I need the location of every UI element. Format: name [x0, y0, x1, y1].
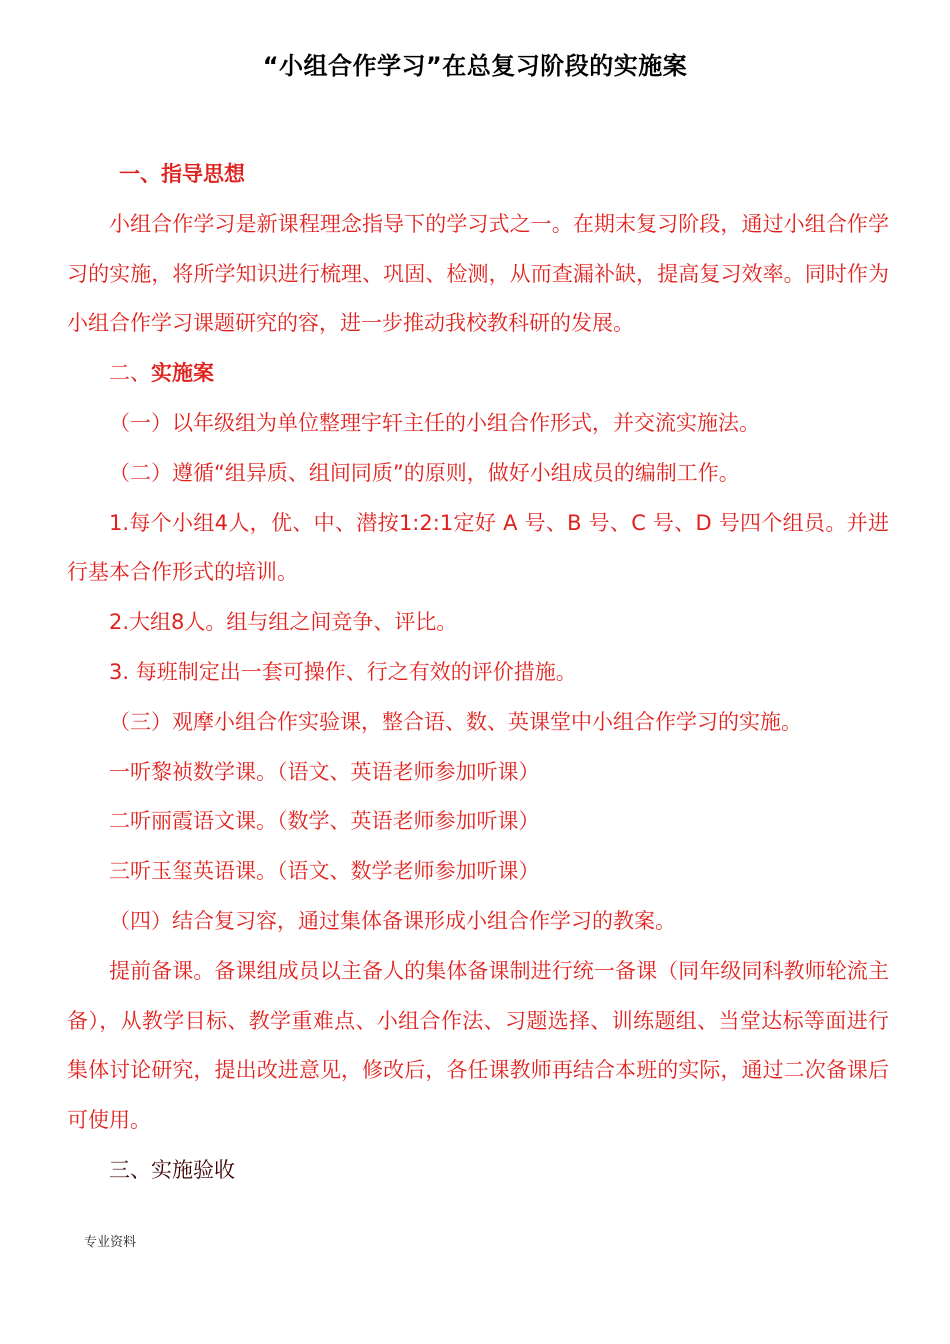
paragraph-item-4-body: 提前备课。备课组成员以主备人的集体备课制进行统一备课（同年级同科教师轮流主备），从教学目标、教学重难点、小组合作法、习题选择、训练题组、当堂达标等面进行集体讨论研究，提出改进意见，修改后，各任课教师再结合本班的实际，通过二次备课后可使用。	[67, 958, 889, 1133]
paragraph-item-2-3: 3. 每班制定出一套可操作、行之有效的评价措施。	[109, 659, 577, 684]
paragraph-item-3-2: 二听丽霞语文课。（数学、英语老师参加听课）	[109, 809, 540, 834]
paragraph-item-4: （四）结合复习容，通过集体备课形成小组合作学习的教案。	[109, 908, 676, 933]
section-heading-acceptance: 三、实施验收	[109, 1157, 235, 1182]
paragraph-item-2: （二）遵循“组异质、组间同质”的原则，做好小组成员的编制工作。	[109, 460, 740, 485]
page-title: “小组合作学习”在总复习阶段的实施案	[262, 52, 688, 80]
paragraph-item-3: （三）观摩小组合作实验课，整合语、数、英课堂中小组合作学习的实施。	[109, 709, 802, 734]
section-heading-prefix: 二、	[109, 361, 151, 386]
page-footer: 专业资料	[84, 1235, 137, 1250]
paragraph-item-1: （一）以年级组为单位整理宇轩主任的小组合作形式，并交流实施法。	[109, 410, 760, 435]
document-body	[67, 150, 889, 1196]
paragraph-item-2-2: 2.大组8人。组与组之间竞争、评比。	[109, 610, 458, 635]
section-heading-implementation	[67, 349, 889, 399]
paragraph-guiding-idea: 小组合作学习是新课程理念指导下的学习式之一。在期末复习阶段，通过小组合作学习的实施，将所学知识进行梳理、巩固、检测，从而查漏补缺，提高复习效率。同时作为小组合作学习课题研究的容，进一步推动我校教科研的发展。	[67, 211, 889, 336]
paragraph-item-2-1: 1.每个小组4人，优、中、潜按1:2:1定好 A 号、B 号、C 号、D 号四个组员。并进行基本合作形式的培训。	[67, 510, 889, 585]
section-heading-label: 实施案	[151, 361, 214, 386]
paragraph-item-3-1: 一听黎祯数学课。（语文、英语老师参加听课）	[109, 759, 540, 784]
paragraph-item-3-3: 三听玉玺英语课。（语文、数学老师参加听课）	[109, 859, 540, 884]
section-heading-guiding-idea: 一、指导思想	[119, 162, 245, 186]
